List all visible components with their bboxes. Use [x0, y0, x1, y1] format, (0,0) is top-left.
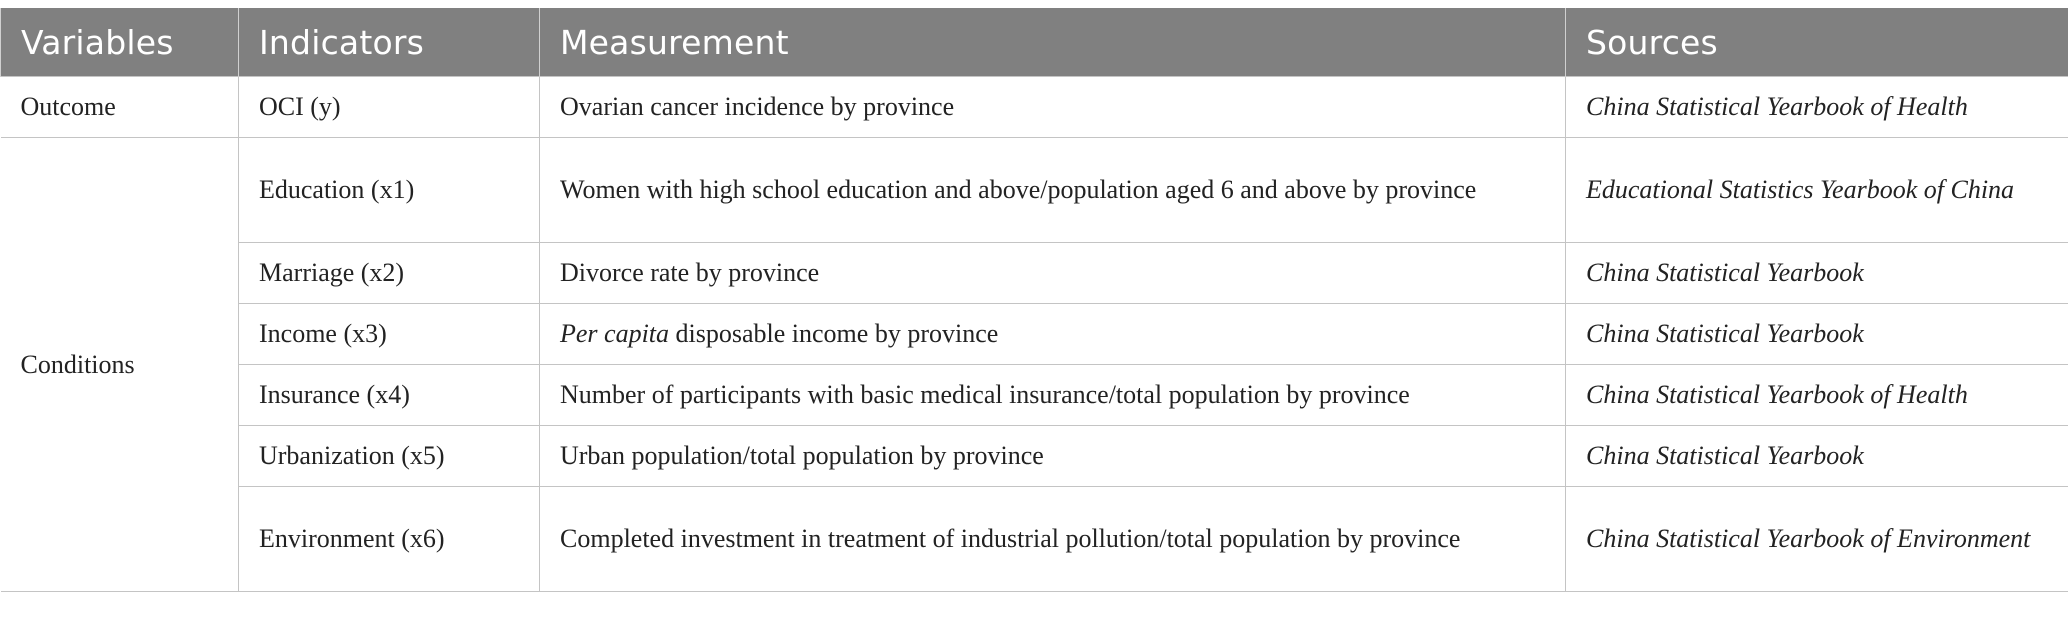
table-row [1, 77, 2068, 138]
source-cell: China Statistical Yearbook [1566, 243, 2068, 304]
source-cell: China Statistical Yearbook [1566, 426, 2068, 487]
table-row [1, 304, 2068, 365]
header-indicators: Indicators [239, 8, 540, 77]
source-cell: China Statistical Yearbook of Health [1566, 365, 2068, 426]
measurement-cell [540, 304, 1566, 365]
source-cell: China Statistical Yearbook of Environment [1566, 487, 2068, 592]
indicator-cell: Insurance (x4) [239, 365, 540, 426]
table-body [1, 77, 2068, 592]
header-measurement: Measurement [540, 8, 1566, 77]
measurement-text: disposable income by province [669, 319, 999, 348]
indicator-cell: Urbanization (x5) [239, 426, 540, 487]
variable-cell-outcome: Outcome [1, 77, 239, 138]
source-cell: Educational Statistics Yearbook of China [1566, 138, 2068, 243]
table-row [1, 365, 2068, 426]
indicator-cell: Education (x1) [239, 138, 540, 243]
measurement-cell: Completed investment in treatment of industrial pollution/total population by province [540, 487, 1566, 592]
source-cell: China Statistical Yearbook [1566, 304, 2068, 365]
header-variables: Variables [1, 8, 239, 77]
measurement-cell: Number of participants with basic medical insurance/total population by province [540, 365, 1566, 426]
measurement-cell: Divorce rate by province [540, 243, 1566, 304]
table-row [1, 426, 2068, 487]
measurement-italic-text: Per capita [560, 319, 670, 348]
measurement-cell: Urban population/total population by province [540, 426, 1566, 487]
header-row [1, 8, 2068, 77]
indicator-cell: Income (x3) [239, 304, 540, 365]
measurement-cell: Women with high school education and above/population aged 6 and above by province [540, 138, 1566, 243]
indicator-cell: Marriage (x2) [239, 243, 540, 304]
table-row [1, 487, 2068, 592]
variables-table [0, 8, 2068, 592]
indicator-cell: OCI (y) [239, 77, 540, 138]
header-sources: Sources [1566, 8, 2068, 77]
table-row [1, 243, 2068, 304]
table-row [1, 138, 2068, 243]
variable-cell-conditions: Conditions [1, 138, 239, 592]
table-header [1, 8, 2068, 77]
source-cell: China Statistical Yearbook of Health [1566, 77, 2068, 138]
measurement-cell: Ovarian cancer incidence by province [540, 77, 1566, 138]
indicator-cell: Environment (x6) [239, 487, 540, 592]
